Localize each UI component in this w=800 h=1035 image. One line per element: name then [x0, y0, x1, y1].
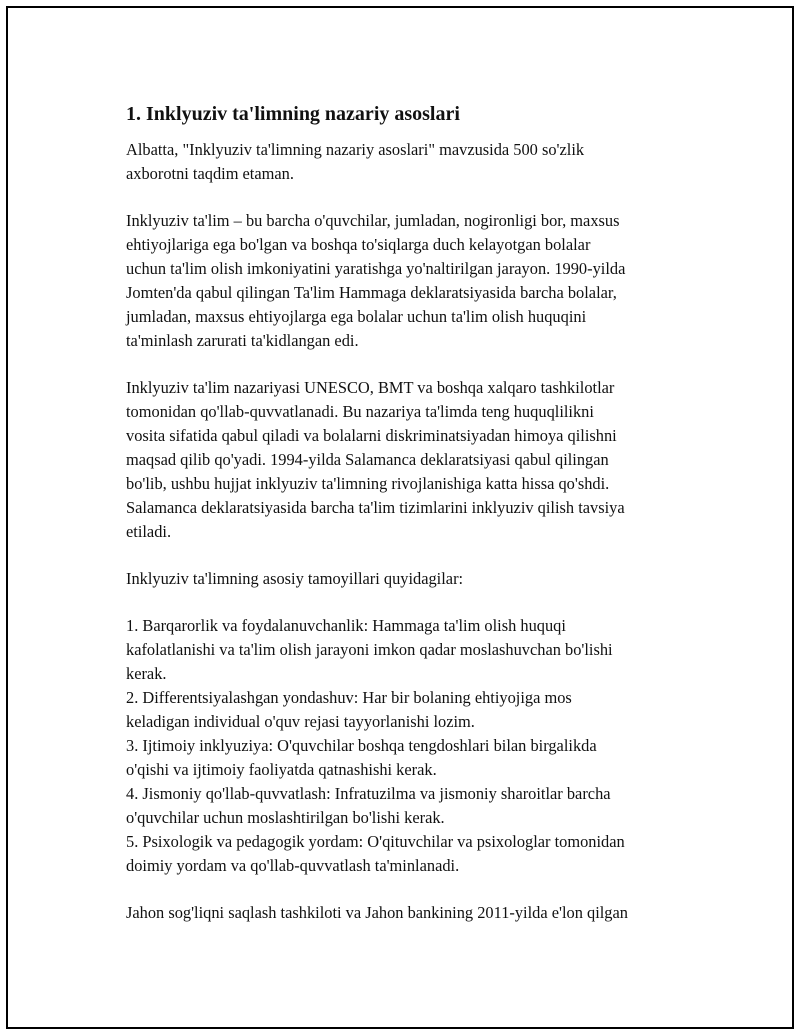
- text-line: axborotni taqdim etaman.: [126, 164, 294, 183]
- text-line: maqsad qilib qo'yadi. 1994-yilda Salamanca deklaratsiyasi qabul qilingan: [126, 450, 609, 469]
- paragraph-intro: [126, 138, 706, 186]
- text-line: vosita sifatida qabul qiladi va bolalarni diskriminatsiyadan himoya qilishni: [126, 426, 617, 445]
- paragraph-definition: [126, 209, 706, 353]
- list-item: [126, 782, 706, 830]
- text-line: Inklyuziv ta'lim nazariyasi UNESCO, BMT va boshqa xalqaro tashkilotlar: [126, 378, 615, 397]
- text-line: keladigan individual o'quv rejasi tayyorlanishi lozim.: [126, 712, 475, 731]
- text-line: Salamanca deklaratsiyasida barcha ta'lim tizimlarini inklyuziv qilish tavsiya: [126, 498, 625, 517]
- paragraph-principles-intro: [126, 567, 706, 591]
- principles-list: [126, 614, 706, 878]
- text-line: 2. Differentsiyalashgan yondashuv: Har bir bolaning ehtiyojiga mos: [126, 688, 572, 707]
- text-line: jumladan, maxsus ehtiyojlarga ega bolalar uchun ta'lim olish huquqini: [126, 307, 587, 326]
- text-line: 4. Jismoniy qo'llab-quvvatlash: Infratuzilma va jismoniy sharoitlar barcha: [126, 784, 611, 803]
- list-item: [126, 686, 706, 734]
- text-line: Jomten'da qabul qilingan Ta'lim Hammaga deklaratsiyasida barcha bolalar,: [126, 283, 617, 302]
- text-line: tomonidan qo'llab-quvvatlanadi. Bu nazariya ta'limda teng huquqlilikni: [126, 402, 594, 421]
- text-line: 5. Psixologik va pedagogik yordam: O'qituvchilar va psixologlar tomonidan: [126, 832, 625, 851]
- text-line: Jahon sog'liqni saqlash tashkiloti va Jahon bankining 2011-yilda e'lon qilgan: [126, 903, 628, 922]
- text-line: kerak.: [126, 664, 167, 683]
- text-line: 1. Barqarorlik va foydalanuvchanlik: Hammaga ta'lim olish huquqi: [126, 616, 566, 635]
- text-line: Albatta, "Inklyuziv ta'limning nazariy asoslari" mavzusida 500 so'zlik: [126, 140, 585, 159]
- text-line: 3. Ijtimoiy inklyuziya: O'quvchilar boshqa tengdoshlari bilan birgalikda: [126, 736, 597, 755]
- text-line: Inklyuziv ta'lim – bu barcha o'quvchilar, jumladan, nogironligi bor, maxsus: [126, 211, 620, 230]
- text-line: bo'lib, ushbu hujjat inklyuziv ta'limning rivojlanishiga katta hissa qo'shdi.: [126, 474, 610, 493]
- list-item: [126, 830, 706, 878]
- paragraph-theory: [126, 376, 706, 544]
- text-line: uchun ta'lim olish imkoniyatini yaratishga yo'naltirilgan jarayon. 1990-yilda: [126, 259, 626, 278]
- document-title: 1. Inklyuziv ta'limning nazariy asoslari: [126, 103, 460, 125]
- list-item: [126, 614, 706, 686]
- paragraph-closing: [126, 901, 706, 925]
- text-line: o'qishi va ijtimoiy faoliyatda qatnashishi kerak.: [126, 760, 437, 779]
- text-line: doimiy yordam va qo'llab-quvvatlash ta'minlanadi.: [126, 856, 460, 875]
- text-line: etiladi.: [126, 522, 172, 541]
- page-frame: [6, 6, 794, 1029]
- text-line: o'quvchilar uchun moslashtirilgan bo'lishi kerak.: [126, 808, 445, 827]
- text-line: ehtiyojlariga ega bo'lgan va boshqa to'siqlarga duch kelayotgan bolalar: [126, 235, 591, 254]
- document-body: [126, 99, 706, 948]
- list-item: [126, 734, 706, 782]
- text-line: kafolatlanishi va ta'lim olish jarayoni imkon qadar moslashuvchan bo'lishi: [126, 640, 613, 659]
- text-line: ta'minlash zarurati ta'kidlangan edi.: [126, 331, 359, 350]
- text-line: Inklyuziv ta'limning asosiy tamoyillari quyidagilar:: [126, 569, 464, 588]
